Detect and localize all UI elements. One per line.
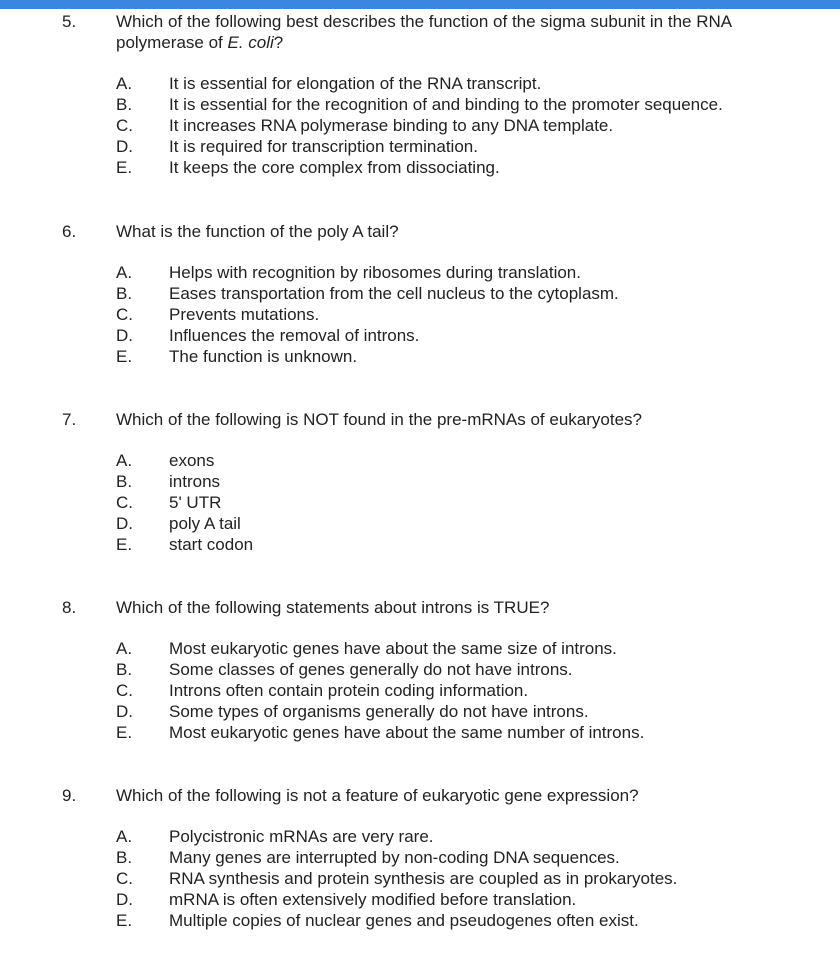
answer-option[interactable] [0, 889, 840, 910]
question-number: 8. [62, 598, 77, 617]
option-letter: B. [116, 472, 133, 491]
option-letter: B. [116, 660, 133, 679]
option-letter: B. [116, 95, 133, 114]
answer-option[interactable] [0, 136, 840, 157]
question-stem [0, 409, 840, 430]
question-6 [0, 221, 840, 367]
answer-option[interactable] [0, 471, 840, 492]
question-text [116, 221, 796, 242]
question-text-main: Which of the following best describes the function of the sigma subunit in the RNA polymerase of [116, 12, 732, 52]
option-text: start codon [169, 535, 254, 554]
option-letter: C. [116, 493, 133, 512]
answer-option[interactable] [0, 157, 840, 178]
option-text: It is essential for elongation of the RNA transcript. [169, 74, 542, 93]
question-7 [0, 409, 840, 555]
question-text-suffix: ? [273, 33, 284, 52]
option-letter: A. [116, 74, 133, 93]
option-text: poly A tail [169, 514, 241, 533]
answer-options [0, 826, 840, 931]
question-stem [0, 11, 840, 53]
question-text [116, 597, 796, 618]
option-letter: D. [116, 326, 133, 345]
question-text [116, 11, 796, 53]
option-text: Prevents mutations. [169, 305, 320, 324]
answer-option[interactable] [0, 73, 840, 94]
answer-options [0, 450, 840, 555]
answer-option[interactable] [0, 659, 840, 680]
option-text: 5' UTR [169, 493, 222, 512]
option-text: It is required for transcription termination. [169, 137, 478, 156]
top-accent-bar [0, 0, 840, 9]
option-text: mRNA is often extensively modified before translation. [169, 890, 577, 909]
option-text: Introns often contain protein coding information. [169, 681, 529, 700]
question-text [116, 785, 796, 806]
option-letter: E. [116, 347, 133, 366]
question-text-italic: E. coli [227, 33, 274, 52]
option-letter: B. [116, 848, 133, 867]
option-text: RNA synthesis and protein synthesis are coupled as in prokaryotes. [169, 869, 678, 888]
question-stem [0, 221, 840, 242]
option-text: It keeps the core complex from dissociating. [169, 158, 500, 177]
option-letter: D. [116, 514, 133, 533]
question-stem [0, 597, 840, 618]
answer-option[interactable] [0, 346, 840, 367]
option-text: Some classes of genes generally do not have introns. [169, 660, 573, 679]
option-letter: C. [116, 116, 133, 135]
answer-option[interactable] [0, 680, 840, 701]
option-text: Most eukaryotic genes have about the same number of introns. [169, 723, 645, 742]
answer-option[interactable] [0, 910, 840, 931]
option-letter: E. [116, 723, 133, 742]
option-letter: A. [116, 639, 133, 658]
option-text: Influences the removal of introns. [169, 326, 420, 345]
question-number: 9. [62, 786, 77, 805]
question-5 [0, 11, 840, 178]
option-letter: C. [116, 681, 133, 700]
answer-options [0, 262, 840, 367]
option-letter: E. [116, 535, 133, 554]
option-text: Multiple copies of nuclear genes and pseudogenes often exist. [169, 911, 639, 930]
option-letter: A. [116, 451, 133, 470]
question-text [116, 409, 796, 430]
answer-option[interactable] [0, 722, 840, 743]
answer-option[interactable] [0, 638, 840, 659]
option-letter: C. [116, 305, 133, 324]
question-number: 6. [62, 222, 77, 241]
answer-options [0, 73, 840, 178]
answer-option[interactable] [0, 304, 840, 325]
option-text: It increases RNA polymerase binding to any DNA template. [169, 116, 614, 135]
option-letter: C. [116, 869, 133, 888]
option-letter: D. [116, 890, 133, 909]
option-text: Most eukaryotic genes have about the same size of introns. [169, 639, 617, 658]
answer-option[interactable] [0, 513, 840, 534]
question-9 [0, 785, 840, 931]
option-text: exons [169, 451, 215, 470]
option-letter: D. [116, 702, 133, 721]
answer-option[interactable] [0, 325, 840, 346]
question-8 [0, 597, 840, 743]
question-number: 7. [62, 410, 77, 429]
answer-option[interactable] [0, 283, 840, 304]
question-text-main: Which of the following is NOT found in the pre-mRNAs of eukaryotes? [116, 410, 642, 429]
answer-option[interactable] [0, 868, 840, 889]
question-text-main: What is the function of the poly A tail? [116, 222, 399, 241]
answer-option[interactable] [0, 826, 840, 847]
option-text: The function is unknown. [169, 347, 358, 366]
answer-option[interactable] [0, 262, 840, 283]
option-text: introns [169, 472, 221, 491]
option-letter: A. [116, 827, 133, 846]
option-letter: B. [116, 284, 133, 303]
answer-option[interactable] [0, 115, 840, 136]
question-number: 5. [62, 12, 77, 31]
option-text: Many genes are interrupted by non-coding DNA sequences. [169, 848, 620, 867]
question-text-main: Which of the following statements about introns is TRUE? [116, 598, 550, 617]
question-text-main: Which of the following is not a feature of eukaryotic gene expression? [116, 786, 639, 805]
answer-option[interactable] [0, 534, 840, 555]
answer-options [0, 638, 840, 743]
option-letter: E. [116, 911, 133, 930]
option-letter: D. [116, 137, 133, 156]
option-text: Some types of organisms generally do not have introns. [169, 702, 589, 721]
question-stem [0, 785, 840, 806]
option-text: It is essential for the recognition of and binding to the promoter sequence. [169, 95, 723, 114]
option-letter: E. [116, 158, 133, 177]
answer-option[interactable] [0, 701, 840, 722]
option-text: Polycistronic mRNAs are very rare. [169, 827, 434, 846]
answer-option[interactable] [0, 847, 840, 868]
answer-option[interactable] [0, 492, 840, 513]
option-text: Eases transportation from the cell nucleus to the cytoplasm. [169, 284, 619, 303]
answer-option[interactable] [0, 450, 840, 471]
answer-option[interactable] [0, 94, 840, 115]
option-letter: A. [116, 263, 133, 282]
option-text: Helps with recognition by ribosomes during translation. [169, 263, 581, 282]
